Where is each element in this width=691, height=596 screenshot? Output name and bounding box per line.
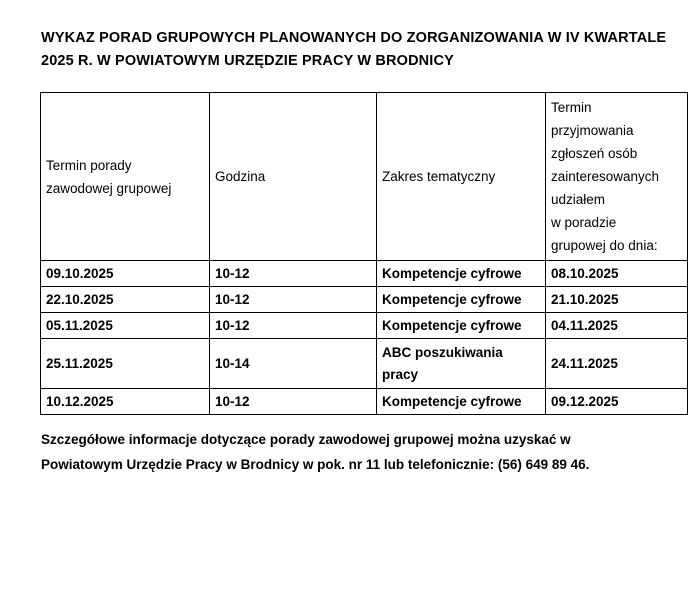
table-row bbox=[41, 339, 688, 389]
cell-topic bbox=[377, 261, 546, 287]
table-row bbox=[41, 389, 688, 415]
cell-topic bbox=[377, 389, 546, 415]
table-row bbox=[41, 313, 688, 339]
cell-topic-line-2: pracy bbox=[382, 366, 419, 382]
cell-date: 05.11.2025 bbox=[41, 313, 210, 339]
cell-date: 22.10.2025 bbox=[41, 287, 210, 313]
cell-topic bbox=[377, 339, 546, 389]
cell-topic bbox=[377, 313, 546, 339]
group-advice-schedule-table bbox=[40, 92, 688, 415]
cell-deadline: 21.10.2025 bbox=[546, 287, 688, 313]
page-title-line-1: WYKAZ PORAD GRUPOWYCH PLANOWANYCH DO ZORGANIZOWANIA W IV KWARTALE bbox=[41, 30, 667, 46]
table-header-date bbox=[41, 93, 210, 261]
cell-topic bbox=[377, 287, 546, 313]
table-header-date-line-1: Termin porady bbox=[46, 157, 132, 173]
cell-date: 09.10.2025 bbox=[41, 261, 210, 287]
table-header-deadline-line-1: Termin bbox=[551, 100, 592, 115]
table-row bbox=[41, 287, 688, 313]
cell-deadline: 09.12.2025 bbox=[546, 389, 688, 415]
cell-time: 10-14 bbox=[210, 339, 377, 389]
cell-topic-line-1: ABC poszukiwania bbox=[382, 344, 503, 360]
table-header-deadline-line-3: zgłoszeń osób bbox=[551, 146, 638, 161]
table-header-deadline-line-7: grupowej do dnia: bbox=[551, 238, 658, 253]
table-header-topic: Zakres tematyczny bbox=[377, 93, 546, 261]
table-header-time: Godzina bbox=[210, 93, 377, 261]
cell-time: 10-12 bbox=[210, 389, 377, 415]
cell-deadline: 24.11.2025 bbox=[546, 339, 688, 389]
contact-note-line-2: Powiatowym Urzędzie Pracy w Brodnicy w pok. nr 11 lub telefonicznie: (56) 649 89 46. bbox=[41, 457, 590, 472]
cell-date: 25.11.2025 bbox=[41, 339, 210, 389]
table-header-row bbox=[41, 93, 688, 261]
page-title-line-2: 2025 R. W POWIATOWYM URZĘDZIE PRACY W BRODNICY bbox=[41, 53, 454, 69]
table-header-deadline-line-5: udziałem bbox=[551, 192, 606, 207]
table-row bbox=[41, 261, 688, 287]
cell-topic-line-1: Kompetencje cyfrowe bbox=[382, 266, 522, 281]
page-title bbox=[41, 27, 667, 73]
cell-time: 10-12 bbox=[210, 287, 377, 313]
contact-note bbox=[41, 427, 656, 477]
table-header-date-line-2: zawodowej grupowej bbox=[46, 180, 172, 196]
table-header-deadline-line-2: przyjmowania bbox=[551, 123, 634, 138]
cell-date: 10.12.2025 bbox=[41, 389, 210, 415]
table-header-deadline-line-4: zainteresowanych bbox=[551, 169, 660, 184]
cell-time: 10-12 bbox=[210, 313, 377, 339]
cell-deadline: 08.10.2025 bbox=[546, 261, 688, 287]
cell-topic-line-1: Kompetencje cyfrowe bbox=[382, 394, 522, 409]
contact-note-line-1: Szczegółowe informacje dotyczące porady zawodowej grupowej można uzyskać w bbox=[41, 432, 571, 447]
cell-deadline: 04.11.2025 bbox=[546, 313, 688, 339]
cell-topic-line-1: Kompetencje cyfrowe bbox=[382, 318, 522, 333]
table-header-deadline bbox=[546, 93, 688, 261]
cell-time: 10-12 bbox=[210, 261, 377, 287]
table-header-deadline-line-6: w poradzie bbox=[551, 215, 617, 230]
cell-topic-line-1: Kompetencje cyfrowe bbox=[382, 292, 522, 307]
